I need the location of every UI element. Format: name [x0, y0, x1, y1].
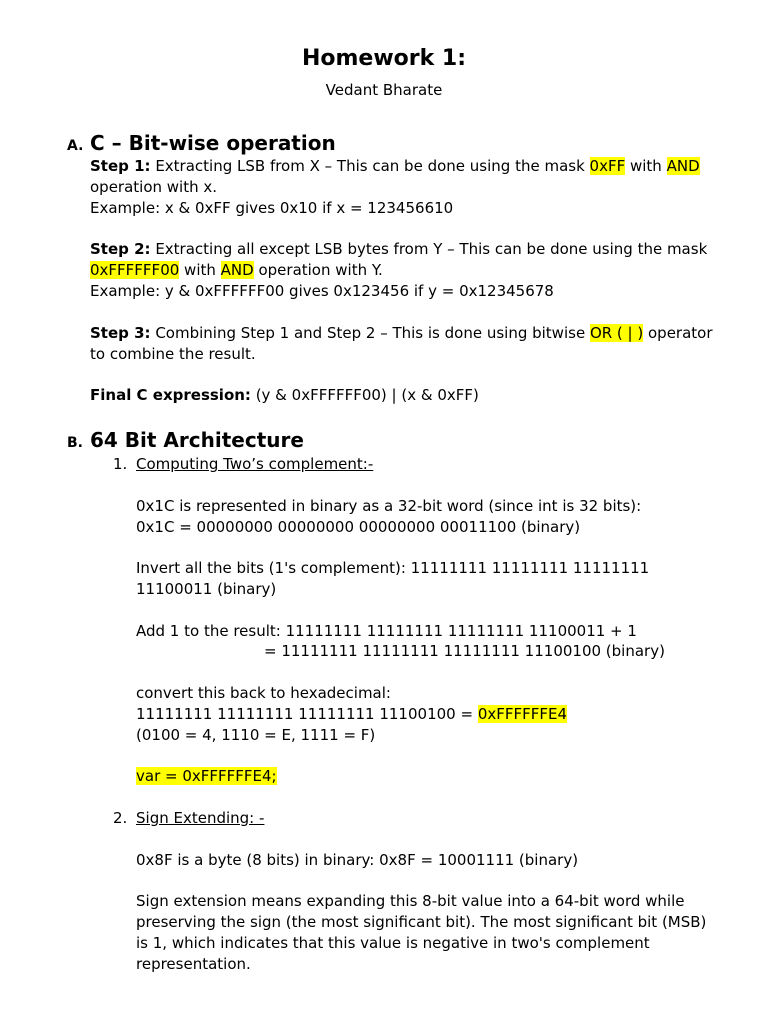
item2-number: 2. [113, 809, 128, 827]
item1-line4: 11100011 (binary) [136, 580, 277, 598]
item1-line2: 0x1C = 00000000 00000000 00000000 00011100 (binary) [136, 518, 581, 536]
step2-label: Step 2: [90, 240, 151, 258]
item2-title-text: Sign Extending: - [136, 809, 265, 827]
step2-post: operation with Y. [253, 261, 383, 279]
section-a-heading: C – Bit-wise operation [90, 131, 336, 155]
item1-number: 1. [113, 455, 128, 473]
item1-line7: convert this back to hexadecimal: [136, 684, 391, 702]
step2-mask: 0xFFFFFF00 [90, 261, 180, 279]
step1-op: AND [666, 157, 700, 175]
step2-with: with [179, 261, 221, 279]
final-expr: (y & 0xFFFFFF00) | (x & 0xFF) [250, 386, 479, 404]
step2-example: Example: y & 0xFFFFFF00 gives 0x123456 if y = 0x12345678 [90, 282, 554, 300]
step3-line1 [90, 323, 713, 344]
item2-para-line4: representation. [136, 955, 251, 973]
step1-example: Example: x & 0xFF gives 0x10 if x = 123456610 [90, 199, 454, 217]
step2-op: AND [220, 261, 254, 279]
final-expression [90, 385, 479, 406]
item2-para-line3: is 1, which indicates that this value is negative in two's complement [136, 934, 650, 952]
item1-hex-result: 0xFFFFFFE4 [477, 705, 568, 723]
step1-mask: 0xFF [589, 157, 626, 175]
author-name: Vedant Bharate [325, 81, 443, 99]
step2-line2 [90, 260, 383, 281]
item2-para-line1: Sign extension means expanding this 8-bit value into a 64-bit word while [136, 892, 685, 910]
item2-line1: 0x8F is a byte (8 bits) in binary: 0x8F = 10001111 (binary) [136, 851, 579, 869]
step1-line1 [90, 156, 700, 177]
item1-title-text: Computing Two’s complement:- [136, 455, 374, 473]
step3-line2: to combine the result. [90, 345, 256, 363]
item1-line5: Add 1 to the result: 11111111 11111111 11111111 11100011 + 1 [136, 622, 637, 640]
item2-para-line2: preserving the sign (the most significant bit). The most significant bit (MSB) [136, 913, 707, 931]
item1-line1: 0x1C is represented in binary as a 32-bit word (since int is 32 bits): [136, 497, 642, 515]
step3-text: Combining Step 1 and Step 2 – This is done using bitwise [150, 324, 590, 342]
step1-with: with [625, 157, 667, 175]
step3-post: operator [643, 324, 713, 342]
step1-text: Extracting LSB from X – This can be done using the mask [150, 157, 590, 175]
step3-label: Step 3: [90, 324, 151, 342]
step2-text: Extracting all except LSB bytes from Y – This can be done using the mask [150, 240, 708, 258]
item1-result-text: var = 0xFFFFFFE4; [136, 767, 277, 785]
section-b-letter: B. [67, 435, 83, 451]
item1-line8 [136, 704, 567, 725]
document-title: Homework 1: [301, 46, 467, 71]
item1-result [136, 766, 277, 787]
item1-title [136, 454, 373, 475]
item2-title [136, 808, 264, 829]
step2-line1 [90, 239, 707, 260]
item1-line9: (0100 = 4, 1110 = E, 1111 = F) [136, 726, 376, 744]
step1-line2: operation with x. [90, 178, 218, 196]
step1-label: Step 1: [90, 157, 151, 175]
item1-line3: Invert all the bits (1's complement): 11111111 11111111 11111111 [136, 559, 650, 577]
step3-op: OR ( | ) [589, 324, 644, 342]
item1-line6: = 11111111 11111111 11111111 11100100 (binary) [264, 642, 665, 660]
final-label: Final C expression: [90, 386, 251, 404]
section-b-heading: 64 Bit Architecture [90, 428, 304, 452]
section-a-letter: A. [67, 138, 84, 154]
item1-line8-text: 11111111 11111111 11111111 11100100 = [136, 705, 478, 723]
